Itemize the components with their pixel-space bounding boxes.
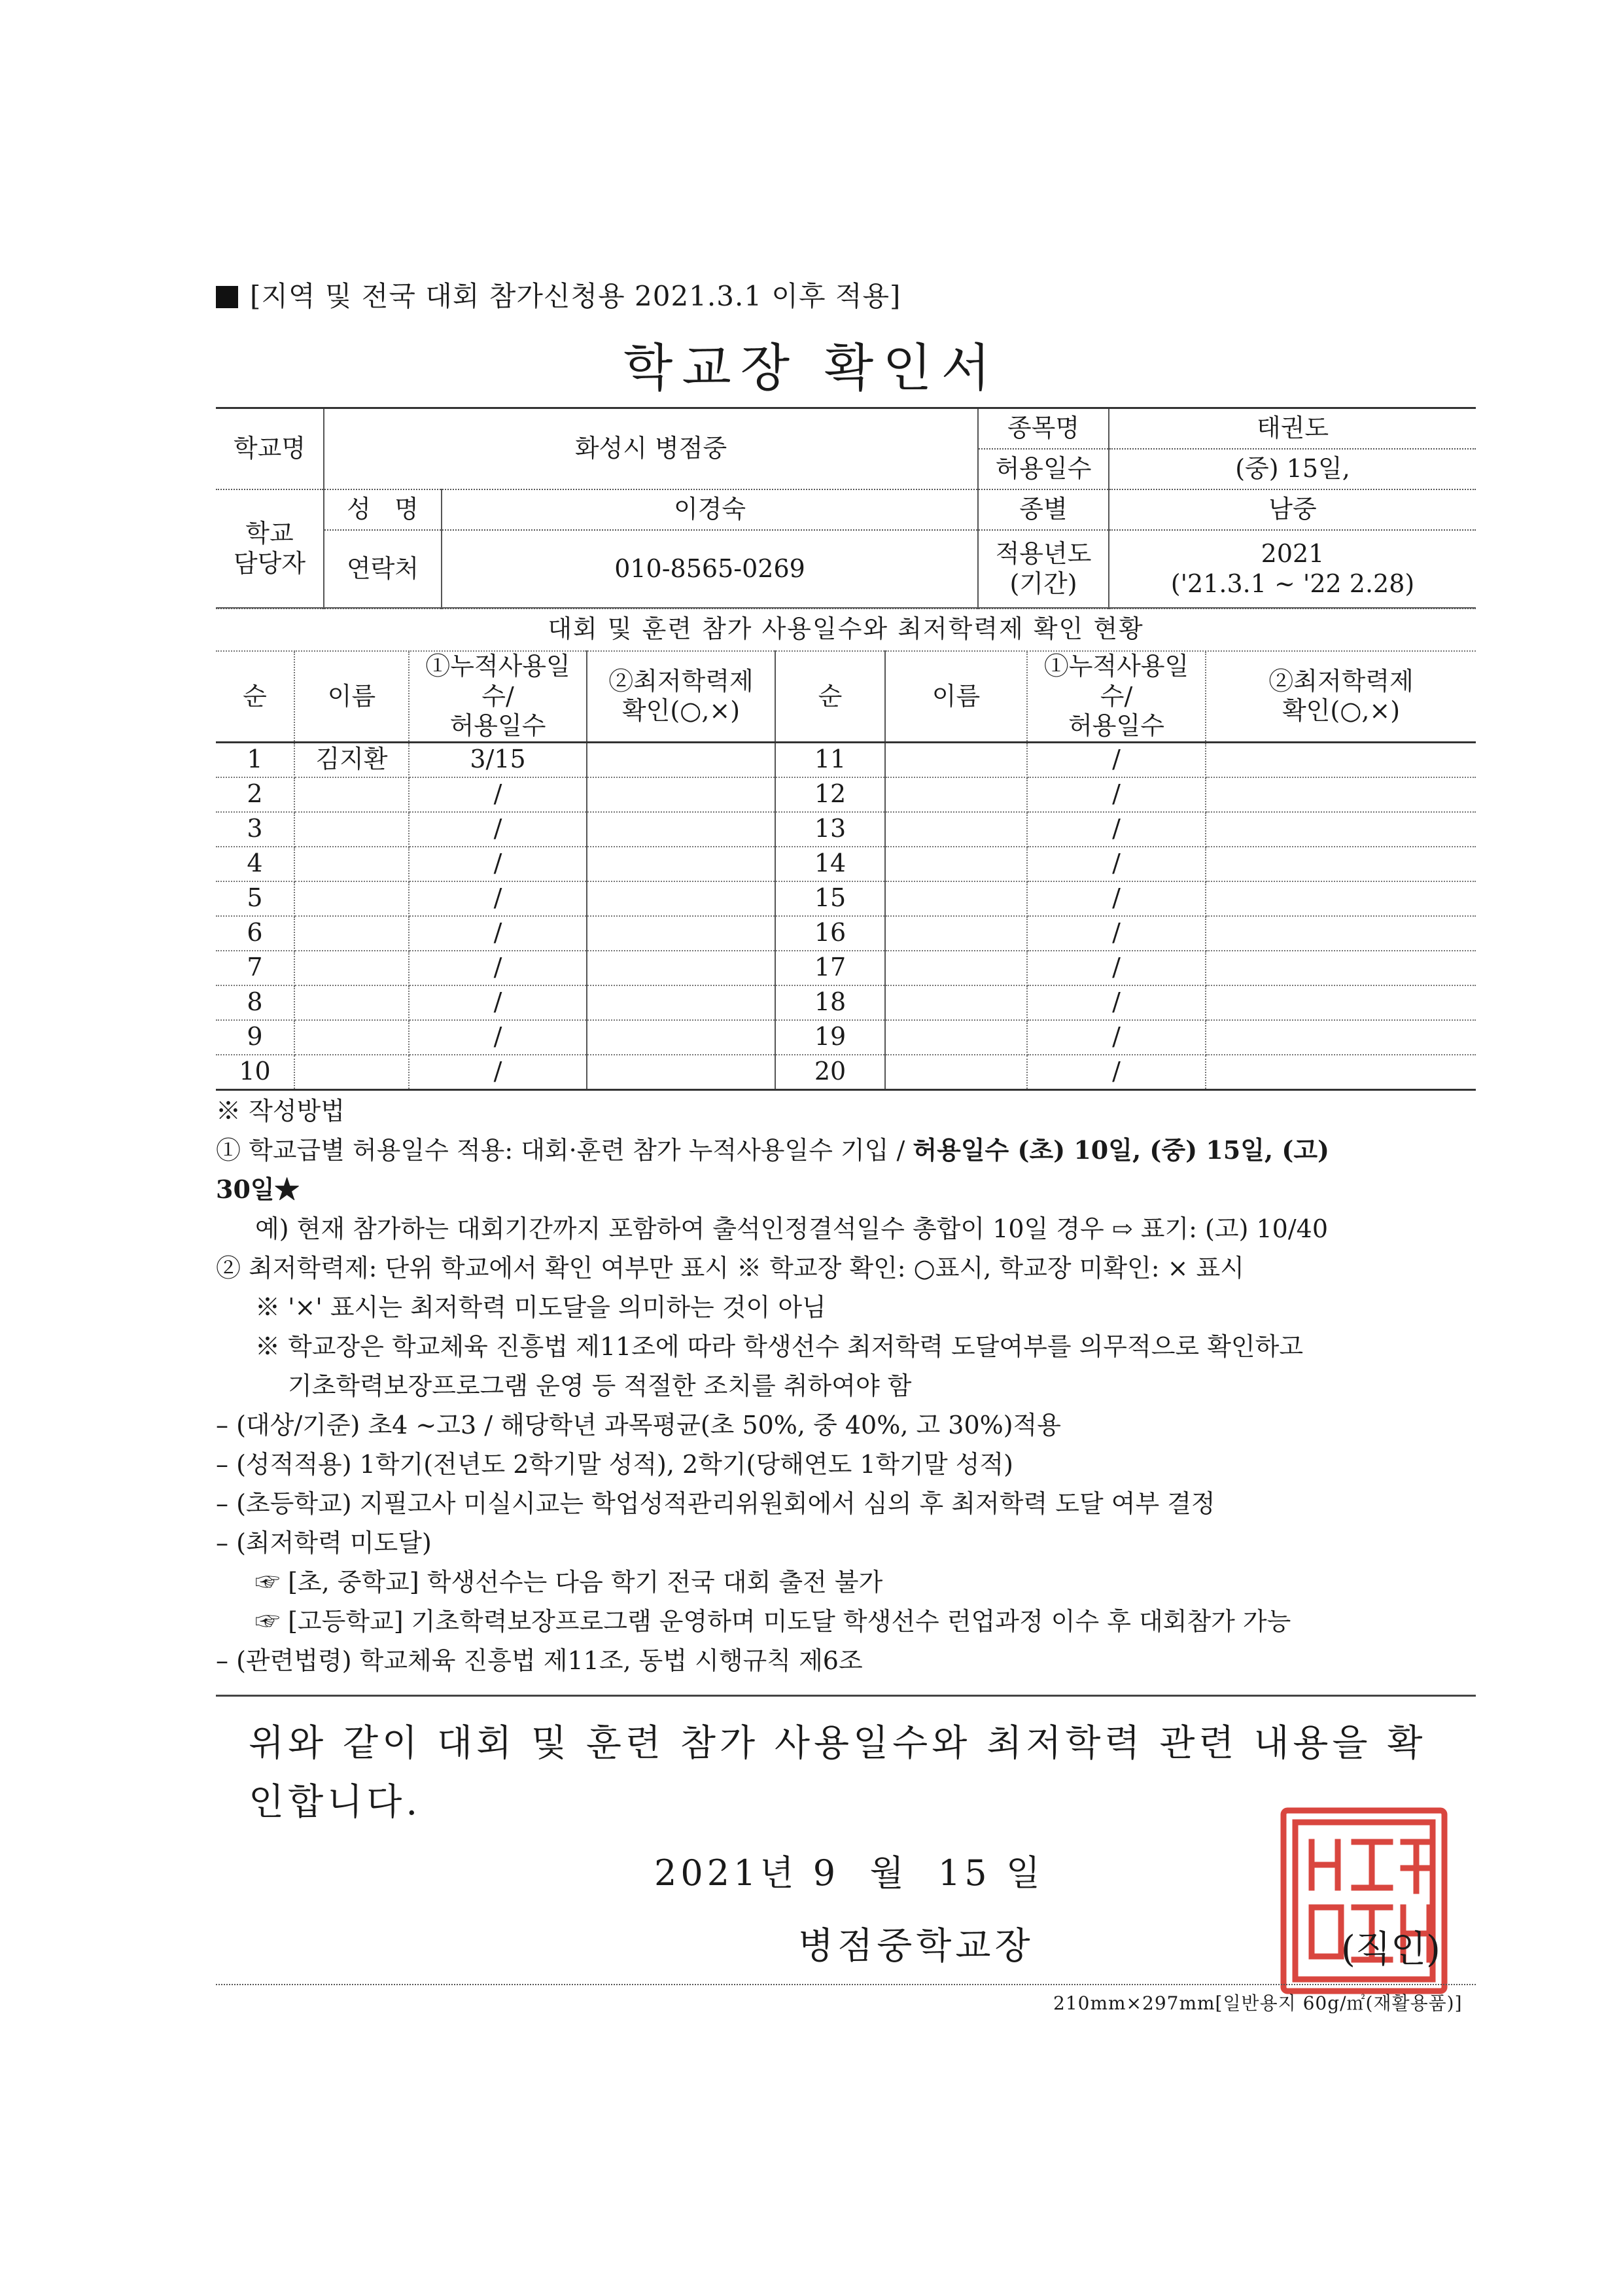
- row-days-left: /: [409, 916, 587, 951]
- row-academic-right: [1206, 1055, 1476, 1090]
- guide-note-2: ※ 학교장은 학교체육 진흥법 제11조에 따라 학생선수 최저학력 도달여부를 의무적으로 확인하고: [255, 1332, 1304, 1361]
- row-name-right: [885, 951, 1027, 985]
- name-label: 성 명: [324, 489, 442, 530]
- row-no-left: 3: [216, 812, 294, 847]
- row-name-right: [885, 742, 1027, 777]
- guide-below-minimum: – (최저학력 미도달): [216, 1528, 432, 1557]
- header-academic-right: ②최저학력제 확인(○,×): [1206, 651, 1476, 742]
- row-academic-left: [587, 881, 775, 916]
- table-row: [216, 951, 1476, 985]
- row-no-right: 12: [775, 777, 885, 812]
- paper-spec: 210mm×297mm[일반용지 60g/㎡(재활용품)]: [1053, 1992, 1463, 2014]
- school-label: 학교명: [216, 408, 324, 489]
- table-row: [216, 881, 1476, 916]
- event-value: 태권도: [1109, 408, 1476, 449]
- table-row: [216, 985, 1476, 1020]
- row-academic-right: [1206, 1020, 1476, 1055]
- principal-title: 병점중학교장: [798, 1925, 1034, 1968]
- divider-top: [216, 1695, 1476, 1697]
- row-days-right: /: [1027, 951, 1206, 985]
- guide-line-1c: [216, 1170, 1478, 1209]
- guide-line-1c-text: 30일★: [216, 1174, 300, 1204]
- row-no-left: 8: [216, 985, 294, 1020]
- guide-line-1b: 허용일수 (초) 10일, (중) 15일, (고): [913, 1135, 1330, 1165]
- row-name-right: [885, 1055, 1027, 1090]
- row-days-right: /: [1027, 1020, 1206, 1055]
- row-name-left: [294, 916, 409, 951]
- row-academic-left: [587, 1055, 775, 1090]
- row-academic-right: [1206, 916, 1476, 951]
- status-caption: 대회 및 훈련 참가 사용일수와 최저학력제 확인 현황: [216, 608, 1476, 651]
- contact-label: 연락처: [324, 530, 442, 609]
- allowed-days-value: (중) 15일,: [1109, 449, 1476, 489]
- guide-elementary: – (초등학교) 지필고사 미실시교는 학업성적관리위원회에서 심의 후 최저학력 도달 여부 결정: [216, 1489, 1215, 1518]
- row-days-left: /: [409, 1055, 587, 1090]
- header-note: [216, 275, 901, 314]
- row-days-left: /: [409, 1020, 587, 1055]
- table-row: [216, 812, 1476, 847]
- table-row: [216, 1055, 1476, 1090]
- row-no-left: 1: [216, 742, 294, 777]
- row-days-right: /: [1027, 847, 1206, 881]
- row-academic-left: [587, 742, 775, 777]
- guide-below-elementary-middle: ☞ [초, 중학교] 학생선수는 다음 학기 전국 대회 출전 불가: [255, 1568, 883, 1597]
- row-no-right: 13: [775, 812, 885, 847]
- row-name-left: [294, 1055, 409, 1090]
- row-name-left: [294, 777, 409, 812]
- row-academic-left: [587, 812, 775, 847]
- row-days-right: /: [1027, 777, 1206, 812]
- row-days-left: /: [409, 847, 587, 881]
- row-academic-right: [1206, 951, 1476, 985]
- guide-grades: – (성적적용) 1학기(전년도 2학기말 성적), 2학기(당해연도 1학기말 성적): [216, 1450, 1013, 1479]
- row-days-left: /: [409, 777, 587, 812]
- table-row: [216, 916, 1476, 951]
- black-square-icon: [216, 286, 238, 308]
- header-name-left: 이름: [294, 651, 409, 742]
- guide-example: 예) 현재 참가하는 대회기간까지 포함하여 출석인정결석일수 총합이 10일 경우 ⇨ 표기: (고) 10/40: [255, 1214, 1329, 1243]
- row-academic-left: [587, 951, 775, 985]
- row-no-right: 18: [775, 985, 885, 1020]
- header-academic-left: ②최저학력제 확인(○,×): [587, 651, 775, 742]
- gender-label: 종별: [978, 489, 1109, 530]
- header-note-text: [지역 및 전국 대회 참가신청용 2021.3.1 이후 적용]: [250, 280, 901, 312]
- guide-line-2: ② 최저학력제: 단위 학교에서 확인 여부만 표시 ※ 학교장 확인: ○표시, 학교장 미확인: × 표시: [216, 1254, 1244, 1282]
- header-no-right: 순: [775, 651, 885, 742]
- row-days-right: /: [1027, 1055, 1206, 1090]
- row-no-right: 14: [775, 847, 885, 881]
- allowed-days-label: 허용일수: [978, 449, 1109, 489]
- contact-value: 010-8565-0269: [442, 530, 978, 609]
- row-academic-left: [587, 847, 775, 881]
- info-table: [216, 407, 1476, 609]
- year-value: 2021 ('21.3.1 ~ '22 2.28): [1109, 530, 1476, 609]
- guide-target: – (대상/기준) 초4 ~고3 / 해당학년 과목평균(초 50%, 중 40%, 고 30%)적용: [216, 1411, 1061, 1439]
- row-name-right: [885, 1020, 1027, 1055]
- row-days-right: /: [1027, 916, 1206, 951]
- table-row: [216, 777, 1476, 812]
- row-academic-left: [587, 985, 775, 1020]
- row-academic-right: [1206, 881, 1476, 916]
- row-days-right: /: [1027, 812, 1206, 847]
- row-name-left: [294, 1020, 409, 1055]
- row-no-left: 4: [216, 847, 294, 881]
- school-value: 화성시 병점중: [324, 408, 978, 489]
- header-name-right: 이름: [885, 651, 1027, 742]
- table-row: [216, 742, 1476, 777]
- row-name-right: [885, 985, 1027, 1020]
- row-no-right: 20: [775, 1055, 885, 1090]
- row-no-right: 15: [775, 881, 885, 916]
- row-no-left: 9: [216, 1020, 294, 1055]
- header-days-left: ①누적사용일수/ 허용일수: [409, 651, 587, 742]
- row-days-left: /: [409, 881, 587, 916]
- row-days-left: /: [409, 951, 587, 985]
- header-days-right: ①누적사용일수/ 허용일수: [1027, 651, 1206, 742]
- name-value: 이경숙: [442, 489, 978, 530]
- row-days-left: /: [409, 812, 587, 847]
- row-no-left: 10: [216, 1055, 294, 1090]
- row-days-right: /: [1027, 881, 1206, 916]
- divider-bottom: [216, 1984, 1476, 1985]
- row-days-right: /: [1027, 742, 1206, 777]
- row-name-right: [885, 881, 1027, 916]
- row-name-right: [885, 812, 1027, 847]
- row-academic-left: [587, 916, 775, 951]
- row-academic-left: [587, 1020, 775, 1055]
- row-name-left: [294, 881, 409, 916]
- document-title: 학교장 확인서: [623, 339, 1000, 398]
- guide-line-1: [216, 1131, 1478, 1170]
- row-no-left: 6: [216, 916, 294, 951]
- table-row: [216, 847, 1476, 881]
- row-days-right: /: [1027, 985, 1206, 1020]
- row-no-left: 2: [216, 777, 294, 812]
- row-name-right: [885, 916, 1027, 951]
- row-days-left: /: [409, 985, 587, 1020]
- guide-note-2-cont: 기초학력보장프로그램 운영 등 적절한 조치를 취하여야 함: [288, 1371, 912, 1400]
- row-days-left: 3/15: [409, 742, 587, 777]
- guide-below-high: ☞ [고등학교] 기초학력보장프로그램 운영하며 미도달 학생선수 런업과정 이수 후 대회참가 가능: [255, 1607, 1291, 1636]
- guide-note-1: ※ '×' 표시는 최저학력 미도달을 의미하는 것이 아님: [255, 1293, 826, 1322]
- row-name-left: 김지환: [294, 742, 409, 777]
- row-no-right: 11: [775, 742, 885, 777]
- row-academic-left: [587, 777, 775, 812]
- event-label: 종목명: [978, 408, 1109, 449]
- row-name-left: [294, 812, 409, 847]
- row-name-right: [885, 847, 1027, 881]
- table-row: [216, 1020, 1476, 1055]
- status-rows: [216, 742, 1476, 1089]
- row-academic-right: [1206, 847, 1476, 881]
- row-no-left: 5: [216, 881, 294, 916]
- year-label: 적용년도 (기간): [978, 530, 1109, 609]
- issue-date: 2021년 9 월 15 일: [654, 1852, 1044, 1894]
- row-no-left: 7: [216, 951, 294, 985]
- header-no-left: 순: [216, 651, 294, 742]
- status-table: [216, 607, 1476, 1091]
- guide-heading: ※ 작성방법: [216, 1097, 345, 1125]
- row-academic-right: [1206, 777, 1476, 812]
- row-name-right: [885, 777, 1027, 812]
- seal-mark: (직인): [1341, 1928, 1440, 1971]
- row-name-left: [294, 985, 409, 1020]
- confirmation-text: 위와 같이 대회 및 훈련 참가 사용일수와 최저학력 관련 내용을 확인합니다.: [249, 1722, 1427, 1824]
- row-academic-right: [1206, 742, 1476, 777]
- guide-line-1a: ① 학교급별 허용일수 적용: 대회·훈련 참가 누적사용일수 기입 /: [216, 1136, 913, 1165]
- row-academic-right: [1206, 985, 1476, 1020]
- row-academic-right: [1206, 812, 1476, 847]
- row-name-left: [294, 847, 409, 881]
- writing-guide: [216, 1091, 1478, 1680]
- guide-laws: – (관련법령) 학교체육 진흥법 제11조, 동법 시행규칙 제6조: [216, 1646, 863, 1675]
- manager-label: 학교 담당자: [216, 489, 324, 609]
- gender-value: 남중: [1109, 489, 1476, 530]
- row-no-right: 19: [775, 1020, 885, 1055]
- row-no-right: 16: [775, 916, 885, 951]
- row-no-right: 17: [775, 951, 885, 985]
- row-name-left: [294, 951, 409, 985]
